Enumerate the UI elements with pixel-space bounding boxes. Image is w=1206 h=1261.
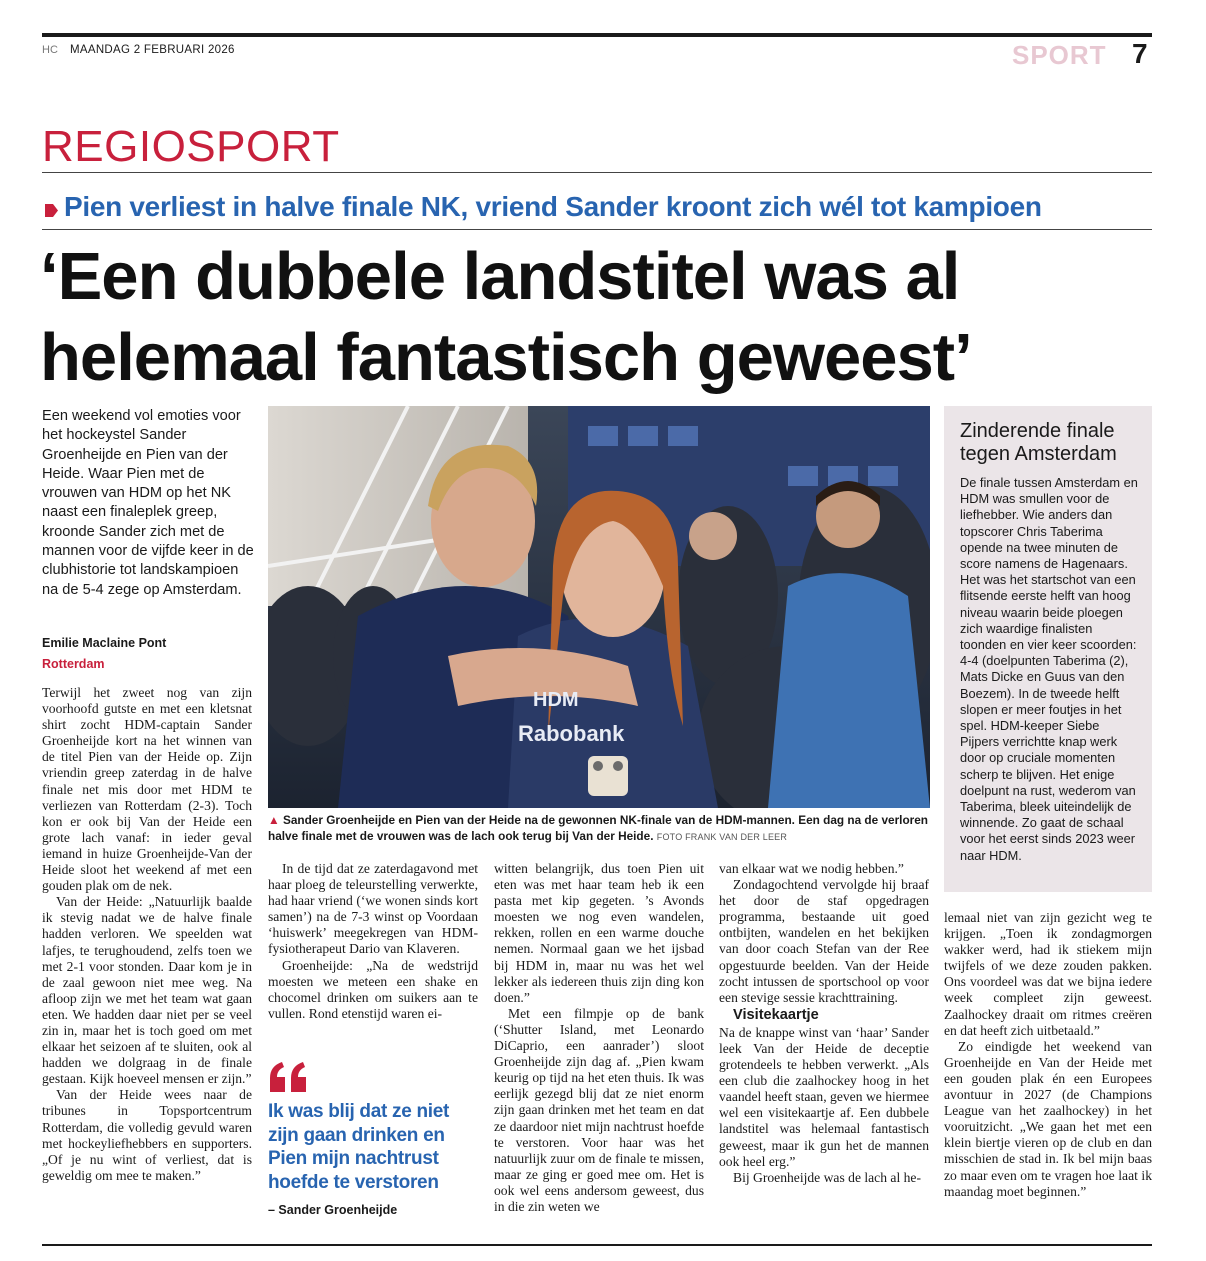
paper-code: HC — [42, 44, 58, 56]
body-column-1 — [42, 685, 252, 1184]
paragraph: Zondagochtend vervolgde hij braaf het door de staf opgedragen programma, bestaande uit goed ontbijten, wandelen en het bekijken van door coach Stefan van der Ree opgestuurde beelden. Van der Heide zocht intussen de sportschool op voor een stevige sessie krachttraining. — [719, 877, 929, 1005]
body-column-4 — [719, 861, 929, 1186]
paragraph: Zo eindigde het weekend van Groenheijde en Van der Heide met een gouden plak én een Europees avontuur in 2027 (de Champions League van het zaalhockey) in het vooruitzicht. „We gaan het met een klein biertje vieren op de club en dan misschien de stad in. Ik bel mijn baas zo maar even om te vragen hoe laat ik maandag moet beginnen.” — [944, 1038, 1152, 1199]
intro-paragraph: Een weekend vol emoties voor het hockeystel Sander Groenheijde en Pien van der Heide. Waar Pien met de vrouwen van HDM op het NK naast een finaleplek greep, kroonde Sander zich met de mannen voor de vijfde keer in de clubhistorie tot landskampioen na de 5-4 zege op Amsterdam. — [42, 408, 254, 598]
paragraph: In de tijd dat ze zaterdagavond met haar ploeg de teleurstelling verwerkte, had haar vriend (‘we wonen sinds kort samen’) na de 7-3 winst op Voordaan ‘huiswerk’ meegekregen van HDM-fysiotherapeut Dario van Klaveren. — [268, 861, 478, 957]
paragraph: van elkaar wat we nodig hebben.” — [719, 861, 904, 876]
shirt-text-hdm: HDM — [533, 689, 579, 711]
photo-illustration — [268, 406, 930, 808]
top-rule — [42, 33, 1152, 37]
photo-credit: FOTO FRANK VAN DER LEER — [656, 832, 788, 842]
kicker-rule — [42, 229, 1152, 230]
photo-caption — [268, 812, 930, 845]
sidebar-body: De finale tussen Amsterdam en HDM was smullen voor de liefhebber. Wie anders dan topscorer Chris Taberima opende na twee minuten de score namens de Hagenaars. Het was het startschot van een flitsende eerste helft van hoog niveau waarin beide ploegen zich waardige finalisten toonden en vier keer scoorden: 4-4 (doelpunten Taberima (2), Mats Dicke en Guus van den Boezem). In de tweede helft slopen er meer foutjes in het spel. HDM-keeper Siebe Pijpers verrichtte knap werk door op cruciale momenten scherp te blijven. Het enige doelpunt na rust, wederom van Taberima, bleek uiteindelijk de winnende. Zo gaat de schaal voor het eerst sinds 2023 weer naar HDM. — [960, 475, 1138, 863]
shirt-text-sponsor: Rabobank — [518, 721, 625, 746]
paragraph: Bij Groenheijde was de lach al he- — [733, 1169, 921, 1185]
category-rule — [42, 172, 1152, 173]
byline-location: Rotterdam — [42, 657, 105, 671]
paragraph: Van der Heide wees naar de tribunes in Topsportcentrum Rotterdam, die volledig gevuld waren met hockeyliefhebbers en supporters. „Of je nu wint of verliest, dat is geweldig om mee te maken.” — [42, 1087, 252, 1183]
body-column-2 — [268, 861, 478, 1022]
caption-triangle-icon: ▲ — [268, 813, 280, 827]
headline-line-2: helemaal fantastisch geweest’ — [40, 320, 972, 395]
article-photo — [268, 406, 930, 808]
byline-author: Emilie Maclaine Pont — [42, 636, 167, 650]
paragraph: Met een filmpje op de bank (‘Shutter Island, met Leonardo DiCaprio, een aanrader’) sloot Groenheijde zijn dag af. „Pien kwam keurig op tijd na het eten thuis. Ik was eerlijk gezegd blij dat ze niet enorm zijn gaan drinken met het team en dat ze daardoor niet mijn nachtrust hoefde te verstoren. Voor haar was het natuurlijk zuur om de finale te missen, maar ze ging er goed mee om. Het is ook wel eens andersom geweest, dus in die zin weten we — [494, 1005, 704, 1214]
quote-mark-icon — [268, 1060, 308, 1094]
page-number: 7 — [1132, 38, 1148, 69]
paragraph: lemaal niet van zijn gezicht weg te krijgen. „Toen ik zondagmorgen wakker werd, had ik stiekem mijn twijfels of we deze zouden pakken. Ons voordeel was dat we bijna iedere week compleet zijn geweest. Zaalhockey draait om ritmes creëren en dat heeft zich uitbetaald.” — [944, 910, 1152, 1038]
kicker-bullet-icon — [45, 204, 58, 217]
headline-line-1: ‘Een dubbele landstitel was al — [40, 239, 960, 314]
bottom-rule — [42, 1244, 1152, 1246]
main-headline — [40, 236, 1160, 398]
pull-quote-attribution: – Sander Groenheijde — [268, 1203, 398, 1217]
body-column-5 — [944, 910, 1152, 1200]
body-column-3 — [494, 861, 704, 1215]
kicker-headline: Pien verliest in halve finale NK, vriend Sander kroont zich wél tot kampioen — [64, 191, 1042, 222]
sidebar-title: Zinderende finale tegen Amsterdam — [960, 420, 1117, 465]
paragraph: Van der Heide: „Natuurlijk baalde ik stevig nadat we de halve finale hadden verloren. We speelden wat lafjes, te terughoudend, zelfs toen we met 2-1 voor stonden. Daar kom je in de zaal gewoon niet mee weg. Na afloop zijn we met het team wat gaan eten. We hadden daar niet per se veel zin in, maar het is toch goed om met elkaar het seizoen af te sluiten, ook al hadden we dolgraag in de finale gestaan. Kijk hoeveel mensen er zijn.” — [42, 894, 252, 1087]
subheading: Visitekaartje — [733, 1006, 819, 1023]
caption-text: Sander Groenheijde en Pien van der Heide na de gewonnen NK-finale van de HDM-mannen. Een dag na de verloren halve finale met de vrouwen was de lach ook terug bij Van der Heide. — [268, 813, 929, 843]
paragraph: Groenheijde: „Na de wedstrijd moesten we meteen een shake en chocomel drinken om suikers aan te vullen. Rond etenstijd waren ei- — [268, 957, 478, 1021]
issue-date: MAANDAG 2 FEBRUARI 2026 — [70, 44, 235, 56]
pull-quote: Ik was blij dat ze niet zijn gaan drinken en Pien mijn nachtrust hoefde te verstoren — [268, 1101, 450, 1193]
section-label: SPORT — [1012, 40, 1107, 70]
paragraph: witten belangrijk, dus toen Pien uit eten was met haar team heb ik een pasta met kip gegeten. ’s Avonds moesten we nog even wandelen, rekken, rollen en een warme douche nemen. Normaal gaan we het ijsbad bij HDM in, maar nu was het wel lekker als iedereen thuis zijn ding kon doen.” — [494, 861, 704, 1005]
category-label: REGIOSPORT — [42, 122, 340, 171]
paragraph: Terwijl het zweet nog van zijn voorhoofd gutste en met een kletsnat shirt zocht HDM-captain Sander Groenheijde kort na het winnen van de titel Pien van der Heide op. Zijn vriendin greep zaterdag in de halve finale net mis door met HDM te verliezen van Rotterdam (2-3). Toch kon er ook bij Van der Heide een grote lach vanaf: in ieder geval iemand in huize Groenheijde-Van der Heide sloot het weekend af met een gouden plak om de nek. — [42, 685, 252, 894]
paragraph: Na de knappe winst van ‘haar’ Sander leek Van der Heide de deceptie grotendeels te hebben verwerkt. „Als een club die zaalhockey hoog in het vaandel heeft staan, geven we hiermee wel een visitekaartje af. Een dubbele landstitel was helemaal fantastisch geweest, maar ik gun het de mannen ook heel erg.” — [719, 1024, 929, 1169]
